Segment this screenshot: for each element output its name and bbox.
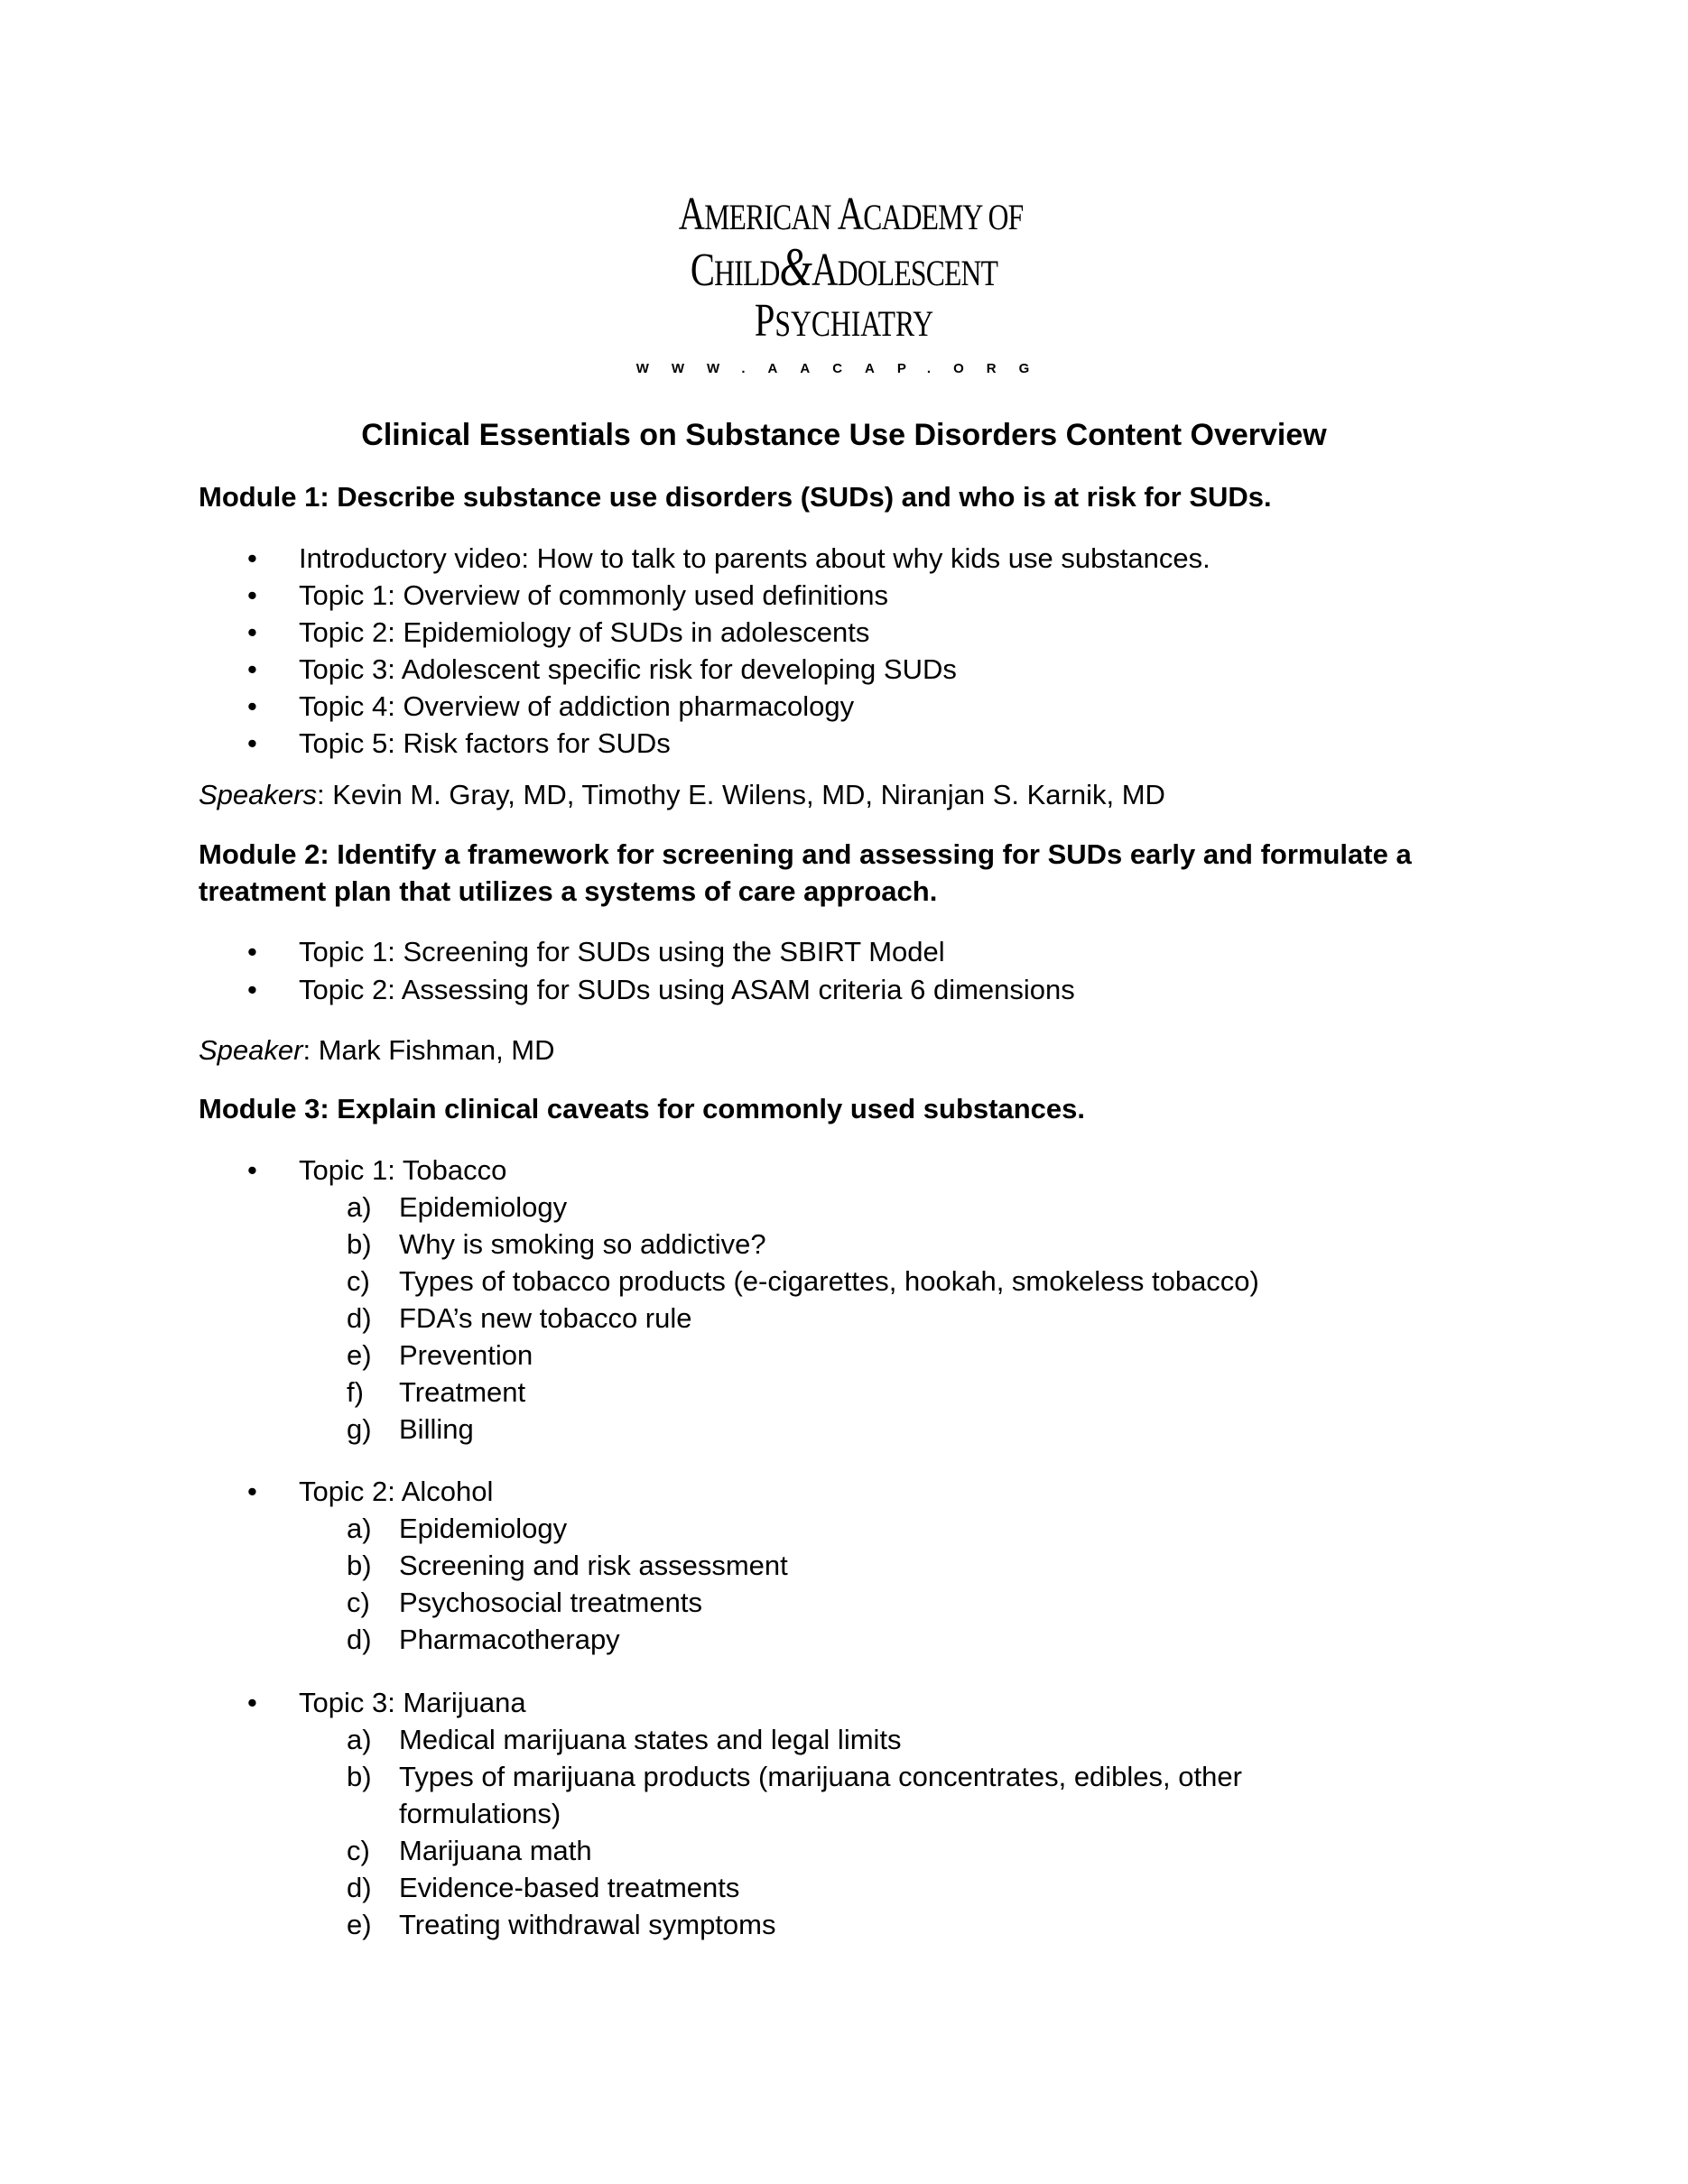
bullet-icon: • (247, 579, 257, 611)
bullet-icon: • (247, 616, 257, 648)
module-2-speaker (199, 1032, 555, 1069)
logo-line-2: CHILD&ADOLESCENT (690, 237, 998, 297)
module-2-heading: Module 2: Identify a framework for screening and assessing for SUDs early and formulate a treatment plan that utilizes a systems of care approach. (199, 838, 1412, 907)
bullet-icon: • (247, 653, 257, 685)
bullet-icon: • (247, 690, 257, 722)
document-title: Clinical Essentials on Substance Use Disorders Content Overview (361, 418, 1327, 452)
bullet-icon: • (247, 727, 257, 759)
bullet-icon: • (247, 1476, 257, 1507)
speaker-names: : Mark Fishman, MD (302, 1034, 555, 1066)
bullet-icon: • (247, 936, 257, 967)
logo-line-3: PSYCHIATRY (754, 295, 934, 347)
bullet-icon: • (247, 1687, 257, 1718)
speaker-label: Speaker (199, 1034, 303, 1066)
speakers-names: : Kevin M. Gray, MD, Timothy E. Wilens, MD, Niranjan S. Karnik, MD (316, 779, 1165, 810)
logo-line-1: AMERICAN ACADEMY OF (678, 189, 1024, 240)
speakers-label: Speakers (199, 779, 317, 810)
module-3-heading: Module 3: Explain clinical caveats for commonly used substances. (199, 1093, 1085, 1124)
bullet-icon: • (247, 974, 257, 1005)
bullet-icon: • (247, 542, 257, 574)
module-1-speakers (199, 776, 1165, 813)
bullet-icon: • (247, 1154, 257, 1186)
logo-url: WWW.AACAP.ORG (635, 361, 1053, 376)
module-1-heading: Module 1: Describe substance use disorders (SUDs) and who is at risk for SUDs. (199, 481, 1272, 513)
